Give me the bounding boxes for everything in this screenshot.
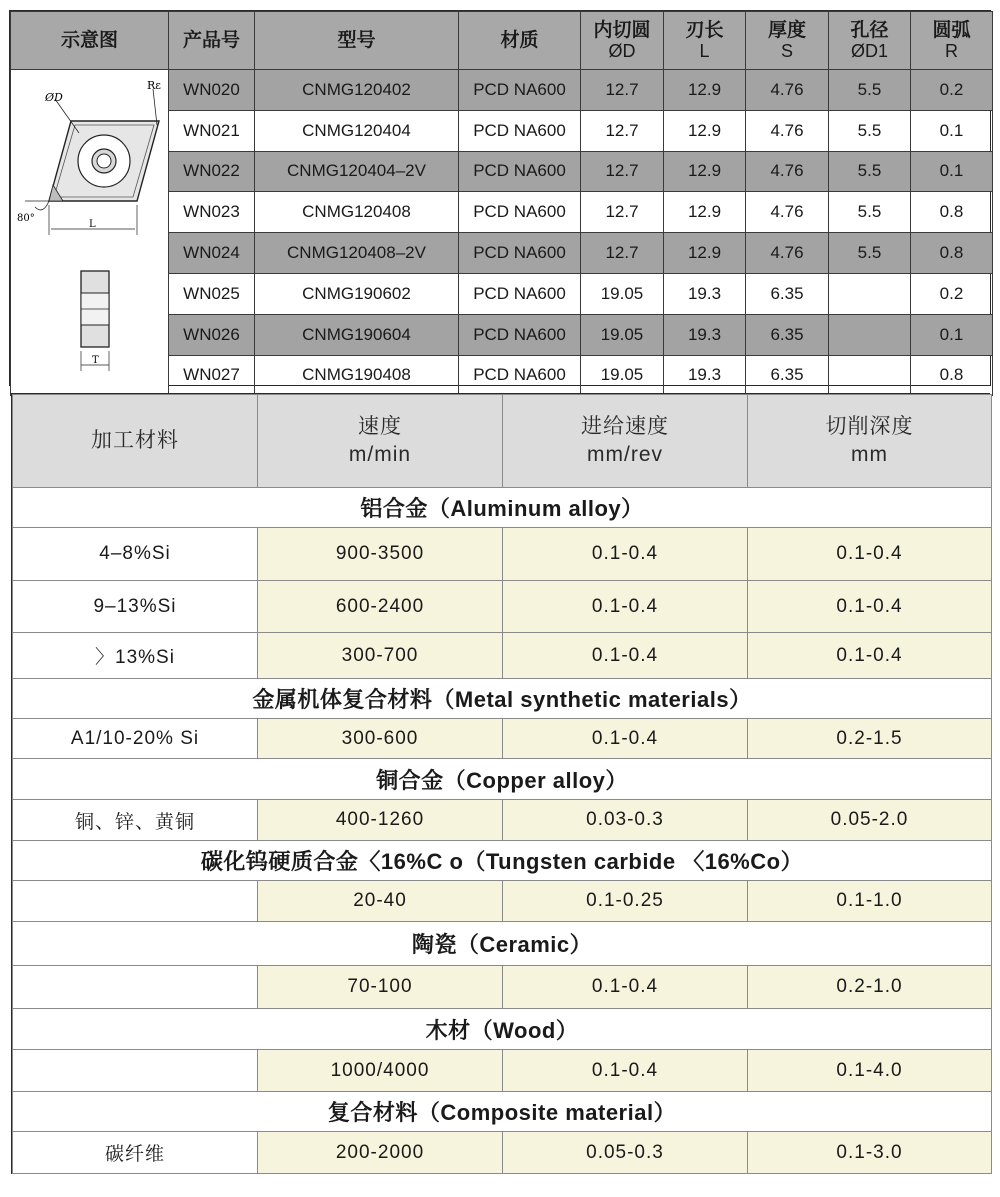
cell-feed-rate: 0.1-0.4 — [503, 966, 748, 1009]
cell-feed-rate: 0.1-0.4 — [503, 528, 748, 581]
cell-corner-radius: 0.1 — [911, 110, 993, 151]
cell-material: PCD NA600 — [459, 273, 581, 314]
cell-thickness: 4.76 — [746, 192, 829, 233]
section-row — [13, 679, 992, 719]
header-feed-rate: 进给速度 mm/rev — [503, 395, 748, 488]
cell-feed-rate: 0.1-0.4 — [503, 1050, 748, 1092]
cell-material: PCD NA600 — [459, 110, 581, 151]
section-row — [13, 1009, 992, 1050]
cell-material: PCD NA600 — [459, 151, 581, 192]
header-corner-radius: 圆弧 R — [911, 12, 993, 70]
header-work-material: 加工材料 — [13, 395, 258, 488]
cell-thickness: 4.76 — [746, 110, 829, 151]
cell-hole-diameter: 5.5 — [829, 233, 911, 274]
cell-material: PCD NA600 — [459, 70, 581, 111]
cell-thickness: 6.35 — [746, 273, 829, 314]
cell-corner-radius: 0.8 — [911, 192, 993, 233]
header-material: 材质 — [459, 12, 581, 70]
cell-edge-length: 12.9 — [664, 151, 746, 192]
cell-product-no: WN023 — [169, 192, 255, 233]
cell-work-material: 碳纤维 — [13, 1132, 258, 1174]
cell-feed-rate: 0.1-0.25 — [503, 881, 748, 922]
section-title-tungsten-carbide: 碳化钨硬质合金〈16%C o（Tungsten carbide 〈16%Co） — [13, 841, 992, 881]
cell-inscribed-circle: 19.05 — [581, 273, 664, 314]
section-row — [13, 841, 992, 881]
cell-work-material: A1/10-20% Si — [13, 719, 258, 759]
cell-product-no: WN022 — [169, 151, 255, 192]
cell-hole-diameter: 5.5 — [829, 70, 911, 111]
section-title-wood: 木材（Wood） — [13, 1009, 992, 1050]
cell-thickness: 4.76 — [746, 233, 829, 274]
cell-cut-depth: 0.1-3.0 — [748, 1132, 992, 1174]
cell-edge-length: 12.9 — [664, 233, 746, 274]
cell-corner-radius: 0.8 — [911, 355, 993, 396]
cell-cut-depth: 0.1-4.0 — [748, 1050, 992, 1092]
cell-thickness: 6.35 — [746, 314, 829, 355]
cell-edge-length: 12.9 — [664, 110, 746, 151]
cell-edge-length: 19.3 — [664, 314, 746, 355]
cell-hole-diameter — [829, 314, 911, 355]
header-model: 型号 — [255, 12, 459, 70]
table-row — [13, 581, 992, 633]
cell-cut-depth: 0.1-0.4 — [748, 633, 992, 679]
cell-edge-length: 12.9 — [664, 70, 746, 111]
spec-table-container — [9, 10, 991, 386]
cell-material: PCD NA600 — [459, 233, 581, 274]
cell-speed: 20-40 — [258, 881, 503, 922]
diagram-angle-label: 80° — [16, 213, 35, 225]
cell-work-material: 铜、锌、黄铜 — [13, 800, 258, 841]
spec-header-row — [11, 12, 993, 70]
cell-speed: 900-3500 — [258, 528, 503, 581]
cell-model: CNMG120408 — [255, 192, 459, 233]
cell-speed: 70-100 — [258, 966, 503, 1009]
diagram-length-label: L — [88, 219, 96, 231]
cell-product-no: WN020 — [169, 70, 255, 111]
header-edge-length: 刃长 L — [664, 12, 746, 70]
table-row — [13, 1132, 992, 1174]
table-row — [13, 881, 992, 922]
cell-corner-radius: 0.2 — [911, 70, 993, 111]
cell-cut-depth: 0.2-1.0 — [748, 966, 992, 1009]
cell-model: CNMG190408 — [255, 355, 459, 396]
cell-product-no: WN021 — [169, 110, 255, 151]
section-row — [13, 1092, 992, 1132]
cell-speed: 300-600 — [258, 719, 503, 759]
cell-inscribed-circle: 12.7 — [581, 192, 664, 233]
cell-speed: 400-1260 — [258, 800, 503, 841]
cnmg-insert-drawing — [15, 75, 165, 385]
header-speed: 速度 m/min — [258, 395, 503, 488]
section-title-metal-synthetic: 金属机体复合材料（Metal synthetic materials） — [13, 679, 992, 719]
insert-spec-table — [10, 11, 993, 396]
cell-thickness: 4.76 — [746, 70, 829, 111]
cell-inscribed-circle: 19.05 — [581, 314, 664, 355]
section-title-aluminum: 铝合金（Aluminum alloy） — [13, 488, 992, 528]
cell-inscribed-circle: 12.7 — [581, 110, 664, 151]
cell-work-material — [13, 1050, 258, 1092]
cell-model: CNMG120402 — [255, 70, 459, 111]
cell-model: CNMG190604 — [255, 314, 459, 355]
header-thickness: 厚度 S — [746, 12, 829, 70]
cutting-parameter-table — [12, 394, 992, 1174]
cell-speed: 300-700 — [258, 633, 503, 679]
cell-corner-radius: 0.8 — [911, 233, 993, 274]
cell-edge-length: 19.3 — [664, 273, 746, 314]
cell-speed: 1000/4000 — [258, 1050, 503, 1092]
cell-thickness: 4.76 — [746, 151, 829, 192]
cell-feed-rate: 0.03-0.3 — [503, 800, 748, 841]
cell-product-no: WN027 — [169, 355, 255, 396]
cell-thickness: 6.35 — [746, 355, 829, 396]
table-row — [11, 70, 993, 111]
header-hole-diameter: 孔径 ØD1 — [829, 12, 911, 70]
cell-model: CNMG190602 — [255, 273, 459, 314]
cell-work-material: 〉13%Si — [13, 633, 258, 679]
cutting-table-container — [11, 393, 990, 1174]
cell-material: PCD NA600 — [459, 314, 581, 355]
cell-model: CNMG120404 — [255, 110, 459, 151]
cell-inscribed-circle: 12.7 — [581, 233, 664, 274]
insert-diagram — [11, 70, 169, 396]
header-product-no: 产品号 — [169, 12, 255, 70]
cell-feed-rate: 0.1-0.4 — [503, 719, 748, 759]
diagram-thickness-label: T — [91, 355, 99, 367]
cell-inscribed-circle: 12.7 — [581, 70, 664, 111]
section-row — [13, 759, 992, 800]
cell-feed-rate: 0.05-0.3 — [503, 1132, 748, 1174]
cell-feed-rate: 0.1-0.4 — [503, 581, 748, 633]
diagram-diameter-label: ØD — [44, 91, 63, 105]
cell-corner-radius: 0.1 — [911, 314, 993, 355]
table-row — [13, 528, 992, 581]
cell-corner-radius: 0.1 — [911, 151, 993, 192]
cell-corner-radius: 0.2 — [911, 273, 993, 314]
cell-cut-depth: 0.1-1.0 — [748, 881, 992, 922]
cell-work-material — [13, 966, 258, 1009]
header-cut-depth: 切削深度 mm — [748, 395, 992, 488]
cell-cut-depth: 0.1-0.4 — [748, 581, 992, 633]
cell-speed: 600-2400 — [258, 581, 503, 633]
cell-material: PCD NA600 — [459, 355, 581, 396]
cell-cut-depth: 0.1-0.4 — [748, 528, 992, 581]
cell-work-material — [13, 881, 258, 922]
cell-model: CNMG120404–2V — [255, 151, 459, 192]
table-row — [13, 633, 992, 679]
section-row — [13, 488, 992, 528]
cell-hole-diameter: 5.5 — [829, 110, 911, 151]
table-row — [13, 966, 992, 1009]
table-row — [13, 1050, 992, 1092]
cell-model: CNMG120408–2V — [255, 233, 459, 274]
cell-hole-diameter: 5.5 — [829, 151, 911, 192]
cell-cut-depth: 0.2-1.5 — [748, 719, 992, 759]
cell-work-material: 4–8%Si — [13, 528, 258, 581]
diagram-radius-label: Rε — [146, 79, 161, 93]
section-title-composite: 复合材料（Composite material） — [13, 1092, 992, 1132]
cell-edge-length: 19.3 — [664, 355, 746, 396]
cell-product-no: WN026 — [169, 314, 255, 355]
cell-inscribed-circle: 19.05 — [581, 355, 664, 396]
cell-hole-diameter — [829, 273, 911, 314]
cell-hole-diameter — [829, 355, 911, 396]
section-title-ceramic: 陶瓷（Ceramic） — [13, 922, 992, 966]
cell-feed-rate: 0.1-0.4 — [503, 633, 748, 679]
header-inscribed-circle: 内切圆 ØD — [581, 12, 664, 70]
cell-product-no: WN025 — [169, 273, 255, 314]
cell-cut-depth: 0.05-2.0 — [748, 800, 992, 841]
cell-material: PCD NA600 — [459, 192, 581, 233]
cell-product-no: WN024 — [169, 233, 255, 274]
cell-hole-diameter: 5.5 — [829, 192, 911, 233]
cell-work-material: 9–13%Si — [13, 581, 258, 633]
section-row — [13, 922, 992, 966]
table-row — [13, 800, 992, 841]
table-row — [13, 719, 992, 759]
cell-edge-length: 12.9 — [664, 192, 746, 233]
header-diagram: 示意图 — [11, 12, 169, 70]
cell-speed: 200-2000 — [258, 1132, 503, 1174]
cutting-header-row — [13, 395, 992, 488]
section-title-copper: 铜合金（Copper alloy） — [13, 759, 992, 800]
cell-inscribed-circle: 12.7 — [581, 151, 664, 192]
